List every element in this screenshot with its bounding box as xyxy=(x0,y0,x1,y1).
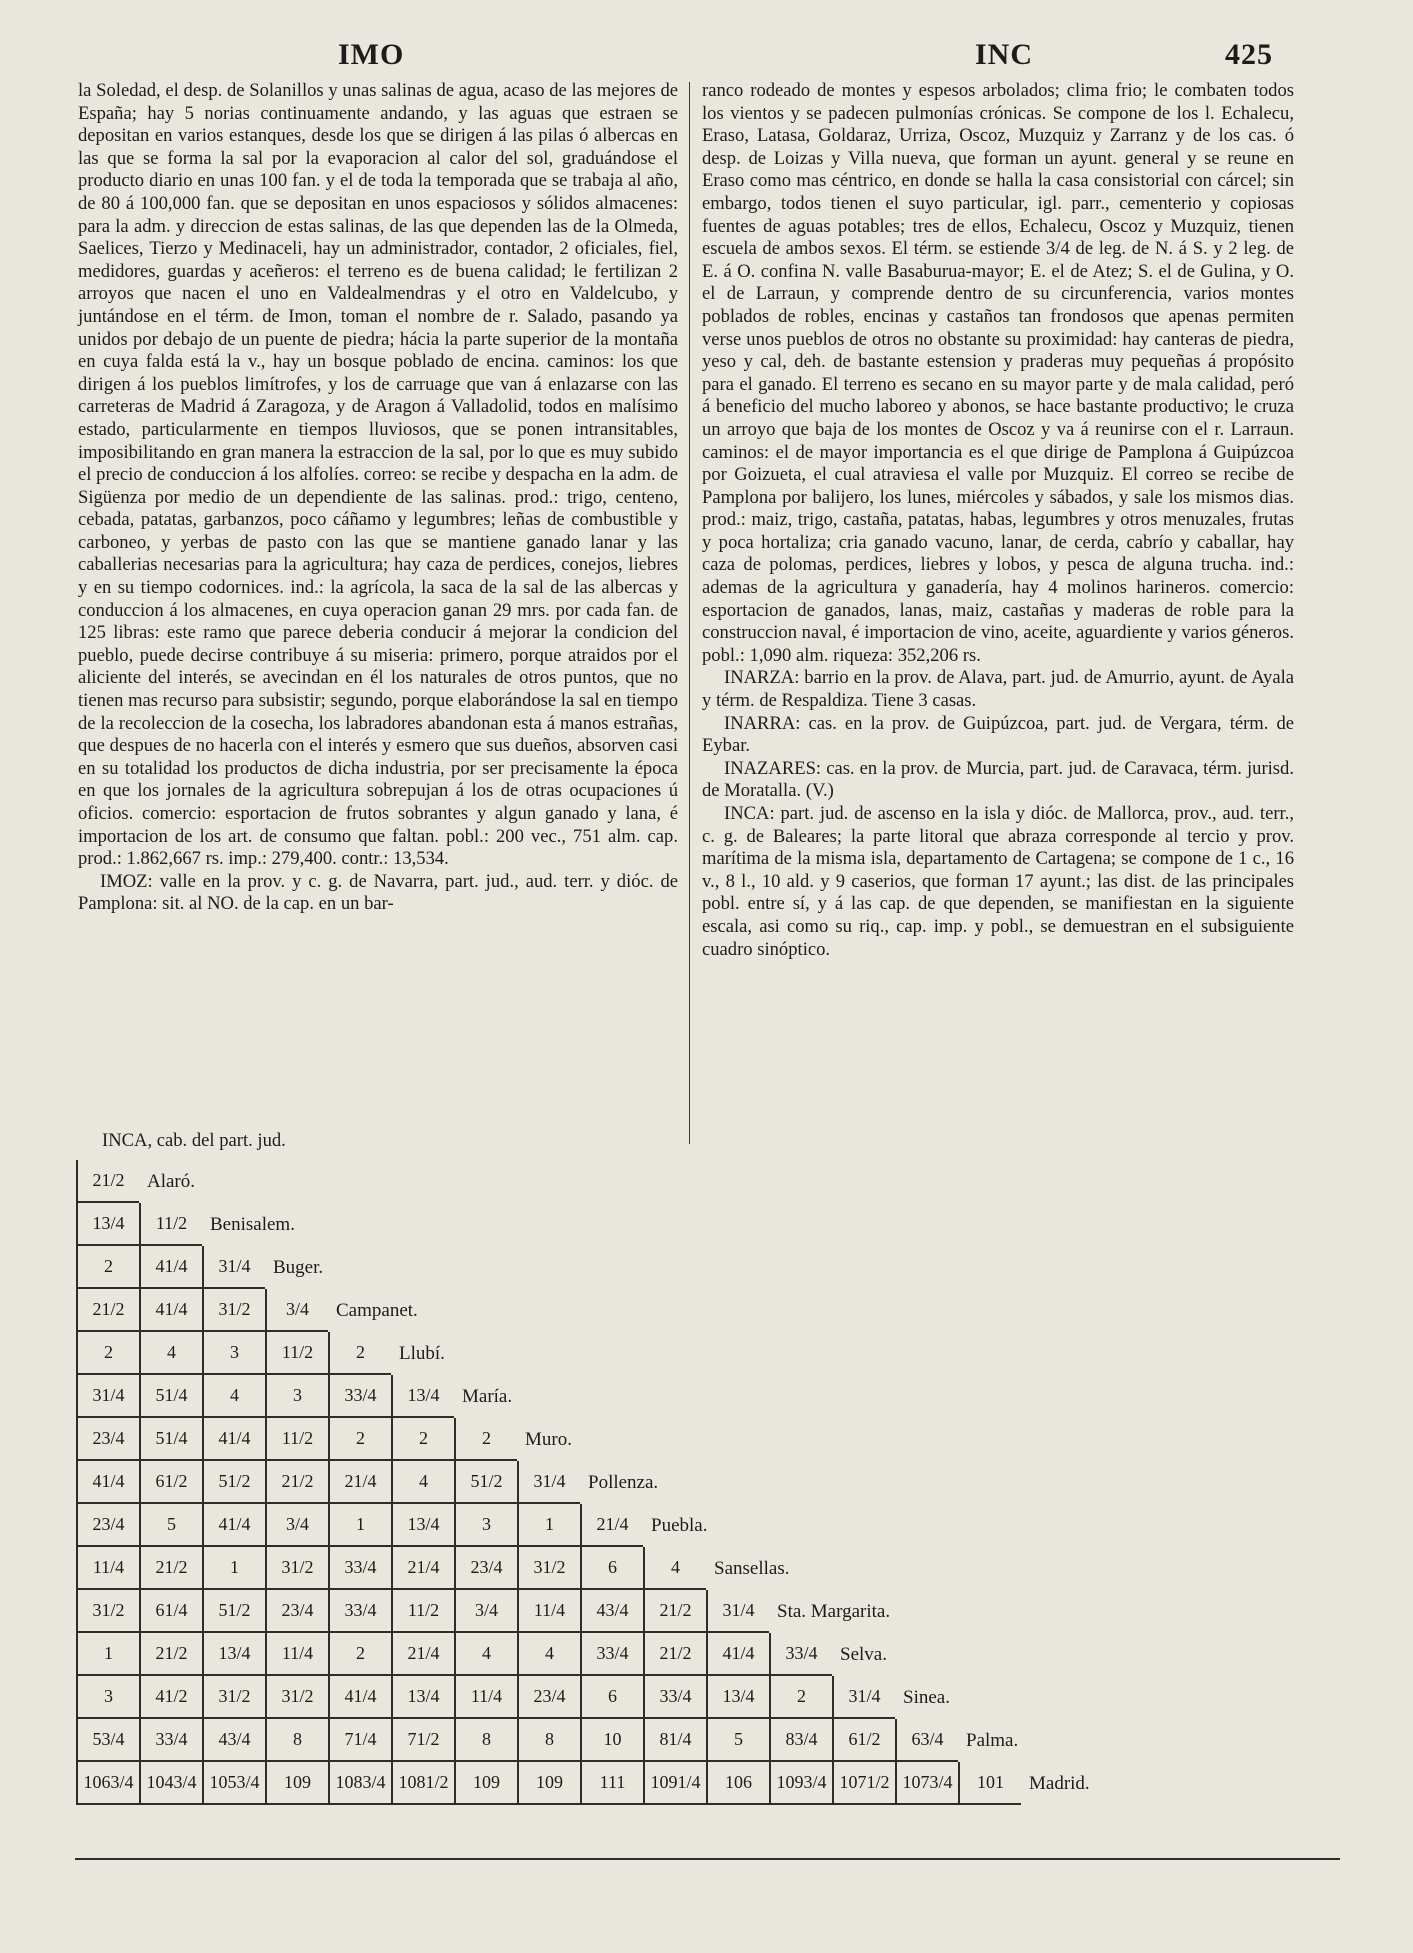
distance-cell: 31/2 xyxy=(76,1590,139,1633)
distance-cell: 31/4 xyxy=(202,1246,265,1289)
distance-cell: 2 xyxy=(76,1332,139,1375)
distance-cell: 23/4 xyxy=(76,1418,139,1461)
distance-cell: 63/4 xyxy=(895,1719,958,1762)
distance-cell: 71/4 xyxy=(328,1719,391,1762)
town-name: Madrid. xyxy=(1029,1772,1090,1794)
distance-cell: 41/4 xyxy=(139,1289,202,1332)
distance-cell: 23/4 xyxy=(454,1547,517,1590)
distance-cell: 41/4 xyxy=(139,1246,202,1289)
distance-cell: 33/4 xyxy=(580,1633,643,1676)
distance-cell: 1091/4 xyxy=(643,1762,706,1805)
distance-cell: 11/2 xyxy=(265,1418,328,1461)
distance-cell: 1 xyxy=(328,1504,391,1547)
distance-cell: 4 xyxy=(202,1375,265,1418)
distance-cell: 111 xyxy=(580,1762,643,1805)
right-text-column xyxy=(702,80,1294,961)
distance-cell: 81/4 xyxy=(643,1719,706,1762)
distance-cell: 31/2 xyxy=(265,1676,328,1719)
distance-cell: 8 xyxy=(454,1719,517,1762)
distance-cell: 21/4 xyxy=(391,1547,454,1590)
distance-cell: 51/2 xyxy=(202,1461,265,1504)
distance-cell: 2 xyxy=(328,1418,391,1461)
distance-cell: 101 xyxy=(958,1762,1021,1805)
distance-cell: 33/4 xyxy=(328,1547,391,1590)
distance-cell: 13/4 xyxy=(391,1375,454,1418)
distance-cell: 1 xyxy=(517,1504,580,1547)
distance-cell: 33/4 xyxy=(328,1375,391,1418)
distance-cell: 41/4 xyxy=(706,1633,769,1676)
distance-cell: 31/2 xyxy=(202,1676,265,1719)
distance-cell: 33/4 xyxy=(328,1590,391,1633)
paragraph: la Soledad, el desp. de Solanillos y unas salinas de agua, acaso de las mejores de España; hay 5 norias continuamente andando, y las aguas que estraen se depositan en varios estanques, desde los que se dirigen á las pilas ó albercas en las que se forma la sal por la evaporacion al calor del sol, graduándose el producto diario en unas 100 fan. y el de toda la temporada que se trabaja al año, de 80 á 100,000 fan. que se depositan en unos espaciosos y sólidos almacenes: para la adm. y direccion de estas salinas, de las que dependen las de la Olmeda, Saelices, Tierzo y Medinaceli, hay un administrador, contador, 2 oficiales, fiel, medidores, guardas y aceñeros: el terreno es de buena calidad; le fertilizan 2 arroyos que nacen el uno en Valdealmendras y el otro en Valdelcubo, y juntándose en el térm. de Imon, toman el nombre de r. Salado, pasando ya unidos por debajo de un puente de piedra; hácia la parte superior de la montaña en cuya falda está la v., hay un bosque poblado de encina. caminos: los que dirigen á los pueblos limítrofes, y los de carruage que van á enlazarse con las carreteras de Madrid á Zaragoza, y de Aragon á Valladolid, todos en malísimo estado, particularmente en tiempos lluviosos, que se ponen intransitables, imposibilitando en gran manera la estraccion de la sal, por lo que es muy subido el precio de conduccion á los alfolíes. correo: se recibe y despacha en la adm. de Sigüenza por medio de un dependiente de las salinas. prod.: trigo, centeno, cebada, patatas, garbanzos, poco cáñamo y legumbres; leñas de combustible y carboneo, y yerbas de pasto con las que se mantiene ganado lanar y las caballerias necesarias para la agricultura; hay caza de perdices, conejos, liebres y en su tiempo codornices. ind.: la agrícola, la saca de la sal de las albercas y conduccion á los almacenes, en cuya operacion ganan 29 mrs. por cada fan. de 125 libras: este ramo que parece deberia conducir á mejorar la condicion del pueblo, puede decirse contribuye á su miseria: primero, porque atraidos por el aliciente del interés, se avecindan en él los naturales de otros puntos, que no tienen mas recurso para subsistir; segundo, porque elaborándose la sal en tiempo de la recoleccion de la cosecha, los labradores abandonan esta á manos estrañas, que despues de no hacerla con el interés y esmero que sus dueños, absorven casi en su totalidad los productos de dicha industria, por ser precisamente la época en que los jornales de la agricultura sobrepujan á los de otras ocupaciones ú oficios. comercio: esportacion de frutos sobrantes y algun ganado y lana, é importacion de los art. de consumo que faltan. pobl.: 200 vec., 751 alm. cap. prod.: 1.862,667 rs. imp.: 279,400. contr.: 13,534. xyxy=(78,80,678,870)
distance-cell: 2 xyxy=(454,1418,517,1461)
distance-cell: 61/4 xyxy=(139,1590,202,1633)
left-text-column xyxy=(78,80,678,916)
paragraph: INARZA: barrio en la prov. de Alava, part. jud. de Amurrio, ayunt. de Ayala y térm. de Respaldiza. Tiene 3 casas. xyxy=(702,667,1294,712)
distance-cell: 3 xyxy=(265,1375,328,1418)
distance-cell: 3 xyxy=(76,1676,139,1719)
town-name: Buger. xyxy=(273,1256,324,1278)
distance-cell: 3 xyxy=(202,1332,265,1375)
distance-cell: 1043/4 xyxy=(139,1762,202,1805)
distance-cell: 13/4 xyxy=(706,1676,769,1719)
paragraph: IMOZ: valle en la prov. y c. g. de Navarra, part. jud., aud. terr. y dióc. de Pamplona: sit. al NO. de la cap. en un bar- xyxy=(78,870,678,915)
distance-cell: 21/2 xyxy=(139,1547,202,1590)
distance-cell: 1 xyxy=(202,1547,265,1590)
distance-cell: 41/4 xyxy=(202,1418,265,1461)
distance-cell: 21/4 xyxy=(391,1633,454,1676)
distance-cell: 8 xyxy=(265,1719,328,1762)
distance-cell: 2 xyxy=(328,1332,391,1375)
distance-cell: 1083/4 xyxy=(328,1762,391,1805)
town-name: Benisalem. xyxy=(210,1213,295,1235)
town-name: Pollenza. xyxy=(588,1471,659,1493)
distance-cell: 3/4 xyxy=(265,1289,328,1332)
distance-cell: 4 xyxy=(454,1633,517,1676)
distance-cell: 2 xyxy=(769,1676,832,1719)
distance-cell: 23/4 xyxy=(517,1676,580,1719)
distance-cell: 13/4 xyxy=(391,1504,454,1547)
distance-cell: 83/4 xyxy=(769,1719,832,1762)
distance-cell: 2 xyxy=(76,1246,139,1289)
distance-cell: 53/4 xyxy=(76,1719,139,1762)
distance-cell: 33/4 xyxy=(769,1633,832,1676)
town-name: Selva. xyxy=(840,1643,887,1665)
distance-cell: 3/4 xyxy=(265,1504,328,1547)
distance-cell: 4 xyxy=(139,1332,202,1375)
distance-cell: 11/4 xyxy=(76,1547,139,1590)
distance-cell: 3/4 xyxy=(454,1590,517,1633)
running-head-left: IMO xyxy=(338,38,405,71)
distance-cell: 21/2 xyxy=(643,1633,706,1676)
town-name: Llubí. xyxy=(399,1342,445,1364)
town-name: Puebla. xyxy=(651,1514,708,1536)
distance-cell: 21/2 xyxy=(643,1590,706,1633)
distance-cell: 41/4 xyxy=(76,1461,139,1504)
distance-cell: 4 xyxy=(391,1461,454,1504)
town-name: Muro. xyxy=(525,1428,572,1450)
distance-cell: 21/2 xyxy=(76,1160,139,1203)
distance-cell: 43/4 xyxy=(202,1719,265,1762)
distance-cell: 8 xyxy=(517,1719,580,1762)
distance-cell: 1093/4 xyxy=(769,1762,832,1805)
town-name: María. xyxy=(462,1385,513,1407)
running-head-center: INC xyxy=(975,38,1034,71)
distance-cell: 109 xyxy=(454,1762,517,1805)
distance-cell: 21/2 xyxy=(265,1461,328,1504)
distance-cell: 51/2 xyxy=(454,1461,517,1504)
distance-cell: 31/2 xyxy=(265,1547,328,1590)
distance-cell: 3 xyxy=(454,1504,517,1547)
distance-cell: 41/4 xyxy=(328,1676,391,1719)
paragraph: INAZARES: cas. en la prov. de Murcia, part. jud. de Caravaca, térm. jurisd. de Moratalla. (V.) xyxy=(702,757,1294,802)
town-name: Campanet. xyxy=(336,1299,418,1321)
distance-cell: 11/2 xyxy=(265,1332,328,1375)
distance-cell: 1071/2 xyxy=(832,1762,895,1805)
distance-cell: 51/4 xyxy=(139,1375,202,1418)
distance-cell: 1 xyxy=(76,1633,139,1676)
distance-cell: 31/4 xyxy=(832,1676,895,1719)
distance-cell: 109 xyxy=(265,1762,328,1805)
distance-cell: 4 xyxy=(517,1633,580,1676)
distance-cell: 31/2 xyxy=(202,1289,265,1332)
paragraph: INARRA: cas. en la prov. de Guipúzcoa, part. jud. de Vergara, térm. de Eybar. xyxy=(702,712,1294,757)
distance-cell: 23/4 xyxy=(265,1590,328,1633)
distance-cell: 11/4 xyxy=(265,1633,328,1676)
town-name: Palma. xyxy=(966,1729,1019,1751)
distance-cell: 23/4 xyxy=(76,1504,139,1547)
distance-cell: 11/2 xyxy=(139,1203,202,1246)
distance-cell: 4 xyxy=(643,1547,706,1590)
distance-cell: 31/2 xyxy=(517,1547,580,1590)
distance-cell: 43/4 xyxy=(580,1590,643,1633)
distance-cell: 41/4 xyxy=(202,1504,265,1547)
distance-cell: 5 xyxy=(139,1504,202,1547)
distance-cell: 21/4 xyxy=(328,1461,391,1504)
distance-cell: 109 xyxy=(517,1762,580,1805)
distance-cell: 1063/4 xyxy=(76,1762,139,1805)
distance-cell: 13/4 xyxy=(76,1203,139,1246)
distance-cell: 61/2 xyxy=(139,1461,202,1504)
distance-cell: 1053/4 xyxy=(202,1762,265,1805)
distance-cell: 6 xyxy=(580,1547,643,1590)
distance-cell: 1081/2 xyxy=(391,1762,454,1805)
distance-cell: 41/2 xyxy=(139,1676,202,1719)
town-name: Sansellas. xyxy=(714,1557,790,1579)
distance-cell: 6 xyxy=(580,1676,643,1719)
table-title: INCA, cab. del part. jud. xyxy=(102,1130,286,1151)
distance-cell: 10 xyxy=(580,1719,643,1762)
distance-cell: 106 xyxy=(706,1762,769,1805)
distance-cell: 11/4 xyxy=(517,1590,580,1633)
paragraph: INCA: part. jud. de ascenso en la isla y dióc. de Mallorca, prov., aud. terr., c. g. de Baleares; la parte litoral que abraza corresponde al tercio y prov. marítima de la misma isla, departamento de Cartagena; se compone de 1 c., 16 v., 8 l., 10 ald. y 9 caserios, que forman 17 ayunt.; las dist. de las principales pobl. entre sí, y á las cap. de que dependen, se manifiestan en la siguiente escala, asi como su riq., cap. imp. y pobl., se demuestran en el subsiguiente cuadro sinóptico. xyxy=(702,803,1294,960)
page-number: 425 xyxy=(1225,38,1273,71)
distance-cell: 1073/4 xyxy=(895,1762,958,1805)
distance-cell: 51/2 xyxy=(202,1590,265,1633)
distance-cell: 71/2 xyxy=(391,1719,454,1762)
distance-cell: 11/2 xyxy=(391,1590,454,1633)
town-name: Sta. Margarita. xyxy=(777,1600,891,1622)
distance-cell: 11/4 xyxy=(454,1676,517,1719)
column-divider xyxy=(689,82,690,1144)
distance-cell: 2 xyxy=(328,1633,391,1676)
distance-cell: 2 xyxy=(391,1418,454,1461)
bottom-rule xyxy=(75,1858,1340,1860)
distance-cell: 13/4 xyxy=(391,1676,454,1719)
distance-cell: 51/4 xyxy=(139,1418,202,1461)
distance-cell: 31/4 xyxy=(706,1590,769,1633)
distance-cell: 31/4 xyxy=(517,1461,580,1504)
distance-cell: 21/2 xyxy=(76,1289,139,1332)
town-name: Alaró. xyxy=(147,1170,196,1192)
distance-cell: 5 xyxy=(706,1719,769,1762)
distance-cell: 13/4 xyxy=(202,1633,265,1676)
paragraph: ranco rodeado de montes y espesos arbolados; clima frio; le combaten todos los vientos y se padecen pulmonías crónicas. Se compone de los l. Echalecu, Eraso, Latasa, Goldaraz, Urriza, Oscoz, Muzquiz y Zarranz y de los cas. ó desp. de Loizas y Villa nueva, que forman un ayunt. general y se reune en Eraso como mas céntrico, en donde se halla la casa consistorial con cárcel; sin embargo, todos tienen el suyo particular, igl. parr., cementerio y copiosas fuentes de aguas potables; tres de ellos, Echalecu, Oscoz y Muzquiz, tienen escuela de ambos sexos. El térm. se estiende 3/4 de leg. de N. á S. y 2 leg. de E. á O. confina N. valle Basaburua-mayor; E. el de Atez; S. el de Gulina, y O. el de Larraun, y comprende dentro de su circunferencia, varios montes poblados de robles, encinas y castaños tan frondosos que apenas permiten verse unos pueblos de otros no obstante su proximidad: hay canteras de piedra, yeso y cal, deh. de bastante estension y praderas muy pequeñas á propósito para el ganado. El terreno es secano en su mayor parte y de mala calidad, peró á beneficio del mucho laboreo y abonos, se hace bastante productivo; le cruza un arroyo que baja de los montes de Oscoz y va á reunirse con el r. Larraun. caminos: el de mayor importancia es el que dirige de Pamplona á Guipúzcoa por Goizueta, el cual atraviesa el valle por Muzquiz. El correo se recibe de Pamplona por balijero, los lunes, miércoles y sábados, y sale los mismos dias. prod.: maiz, trigo, castaña, patatas, habas, legumbres y otros menuzales, frutas y poca hortaliza; cria ganado vacuno, lanar, de cerda, cabrío y caballar, hay caza de polomas, perdices, liebres y lobos, y pesca de alguna trucha. ind.: ademas de la agricultura y ganadería, hay 4 molinos harineros. comercio: esportacion de ganados, lanas, maiz, castañas y maderas de roble para la construccion naval, é importacion de vino, aceite, aguardiente y varios géneros. pobl.: 1,090 alm. riqueza: 352,206 rs. xyxy=(702,80,1294,666)
town-name: Sinea. xyxy=(903,1686,950,1708)
distance-cell: 61/2 xyxy=(832,1719,895,1762)
distance-cell: 21/2 xyxy=(139,1633,202,1676)
distance-cell: 21/4 xyxy=(580,1504,643,1547)
distance-cell: 33/4 xyxy=(643,1676,706,1719)
distance-cell: 31/4 xyxy=(76,1375,139,1418)
distance-cell: 33/4 xyxy=(139,1719,202,1762)
